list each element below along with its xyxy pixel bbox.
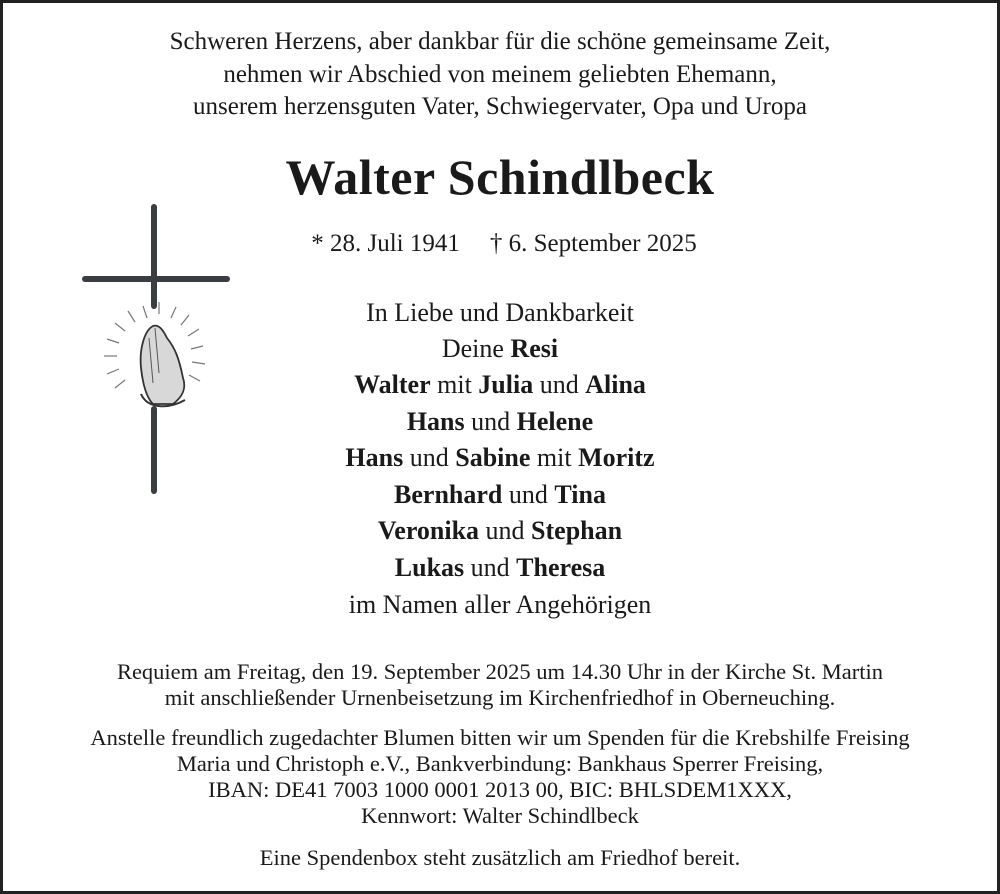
donation-line-1: Anstelle freundlich zugedachter Blumen bitten wir um Spenden für die Krebshilfe Freising	[90, 725, 910, 750]
text: und	[479, 516, 532, 545]
donation-line-2: Maria und Christoph e.V., Bankverbindung: Bankhaus Sperrer Freising,	[176, 751, 824, 776]
deceased-name: Walter Schindlbeck	[285, 149, 715, 205]
family-line-8	[0, 553, 1000, 583]
intro-line-1: Schweren Herzens, aber dankbar für die schöne gemeinsame Zeit,	[169, 28, 831, 55]
family-line-2	[0, 334, 1000, 364]
text: und	[533, 370, 586, 399]
bold-name: Stephan	[531, 516, 623, 545]
iban-line: IBAN: DE41 7003 1000 0001 2013 00, BIC: BHLSDEM1XXX,	[208, 777, 792, 802]
bold-name: Helene	[516, 407, 594, 436]
text: mit	[530, 443, 579, 472]
family-line-7	[0, 516, 1000, 546]
bold-name: Moritz	[578, 443, 655, 472]
bold-name: Walter	[354, 370, 431, 399]
family-line-1: In Liebe und Dankbarkeit	[366, 298, 634, 327]
keyword-line: Kennwort: Walter Schindlbeck	[361, 803, 639, 828]
bold-name: Hans	[345, 443, 404, 472]
bold-name: Sabine	[455, 443, 531, 472]
text: und	[464, 553, 517, 582]
text: und	[403, 443, 456, 472]
text: mit	[430, 370, 479, 399]
donation-box-line: Eine Spendenbox steht zusätzlich am Friedhof bereit.	[259, 845, 741, 870]
bold-name: Theresa	[516, 553, 606, 582]
bold-name: Resi	[510, 334, 559, 363]
family-line-5	[0, 443, 1000, 473]
family-line-3	[0, 370, 1000, 400]
bold-name: Alina	[585, 370, 646, 399]
text: Deine	[441, 334, 511, 363]
family-line-9: im Namen aller Angehörigen	[348, 590, 652, 619]
birth-date: * 28. Juli 1941	[311, 230, 460, 257]
intro-line-2: nehmen wir Abschied von meinem geliebten Ehemann,	[223, 61, 777, 88]
text: und	[464, 407, 517, 436]
family-line-6	[0, 480, 1000, 510]
bold-name: Julia	[478, 370, 534, 399]
requiem-line-1: Requiem am Freitag, den 19. September 2025 um 14.30 Uhr in der Kirche St. Martin	[116, 659, 884, 684]
bold-name: Hans	[406, 407, 465, 436]
bold-name: Bernhard	[394, 480, 503, 509]
text: und	[502, 480, 555, 509]
family-line-4	[0, 407, 1000, 437]
bold-name: Lukas	[394, 553, 465, 582]
intro-line-3: unserem herzensguten Vater, Schwiegervater, Opa und Uropa	[193, 93, 807, 120]
bold-name: Tina	[554, 480, 606, 509]
death-date: † 6. September 2025	[489, 230, 697, 257]
requiem-line-2: mit anschließender Urnenbeisetzung im Kirchenfriedhof in Oberneuching.	[164, 685, 836, 710]
bold-name: Veronika	[377, 516, 480, 545]
